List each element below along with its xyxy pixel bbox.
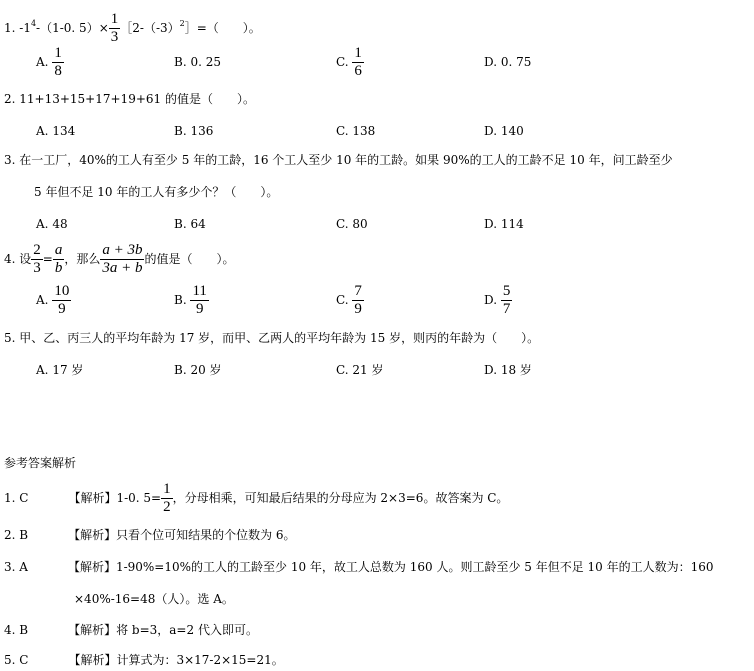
q1-option-d: D. 0. 75 bbox=[484, 55, 532, 69]
q1-option-c: C. $\frac{1}{6}$ bbox=[336, 45, 362, 79]
q1-option-a: A. $\frac{1}{8}$ bbox=[36, 45, 62, 79]
q2-option-c: C. 138 bbox=[336, 124, 376, 138]
q5-option-b: B. 20 岁 bbox=[174, 363, 222, 377]
answer-4: 4. B 【解析】将 b=3，a=2 代入即可。 bbox=[4, 623, 258, 637]
question-3-stem-line1: 3. 在一工厂，40%的工人有至少 5 年的工龄，16 个工人至少 10 年的工龄。如果 90%的工人的工龄不足 10 年，问工龄至少 bbox=[4, 153, 673, 167]
q3-option-a: A. 48 bbox=[36, 217, 68, 231]
q5-option-c: C. 21 岁 bbox=[336, 363, 384, 377]
q1-mid: -（1-0. 5）× bbox=[36, 21, 109, 35]
question-4-stem: 4. 设 $\frac{2}{3}$ = $\frac{a}{b}$ ，那么 $\frac{a + 3b}{3a + b}$ 的值是（ ）。 bbox=[4, 242, 235, 276]
answer-5: 5. C 【解析】计算式为：3×17-2×15=21。 bbox=[4, 653, 284, 667]
q2-option-d: D. 140 bbox=[484, 124, 524, 138]
q3-option-b: B. 64 bbox=[174, 217, 206, 231]
q2-option-a: A. 134 bbox=[36, 124, 76, 138]
q4-option-d: D. $\frac{5}{7}$ bbox=[484, 283, 511, 317]
q4-fraction-expression: $\frac{a + 3b}{3a + b}$ bbox=[102, 242, 143, 276]
q5-option-a: A. 17 岁 bbox=[36, 363, 84, 377]
q5-option-d: D. 18 岁 bbox=[484, 363, 532, 377]
question-2-stem: 2. 11+13+15+17+19+61 的值是（ ）。 bbox=[4, 92, 255, 106]
question-1-stem bbox=[4, 11, 261, 46]
answer-1: 1. C 【解析】1-0. 5= $\frac{1}{2}$ ，分母相乘，可知最后结果的分母应为 2×3=6。故答案为 C。 bbox=[4, 481, 509, 515]
q4-fraction-a-b: $\frac{a}{b}$ bbox=[54, 242, 63, 276]
answer-3: 3. A 【解析】1-90%=10%的工人的工龄至少 10 年，故工人总数为 160 人。则工龄至少 5 年但不足 10 年的工人数为：160 bbox=[4, 560, 714, 574]
q1-prefix: 1. -1 bbox=[4, 21, 31, 35]
question-5-stem: 5. 甲、乙、丙三人的平均年龄为 17 岁，而甲、乙两人的平均年龄为 15 岁，则丙的年龄为（ ）。 bbox=[4, 331, 540, 345]
q1-exponent2: 2 bbox=[179, 19, 185, 28]
q1-option-b: B. 0. 25 bbox=[174, 55, 222, 69]
q1-exponent: 4 bbox=[30, 19, 37, 28]
q3-option-c: C. 80 bbox=[336, 217, 368, 231]
answer-1-fraction: $\frac{1}{2}$ bbox=[163, 481, 171, 515]
q1-mid2: ［2-（-3） bbox=[120, 21, 180, 35]
q1-tail: ］=（ ）。 bbox=[184, 21, 261, 35]
q3-option-d: D. 114 bbox=[484, 217, 524, 231]
question-3-stem-line2: 5 年但不足 10 年的工人有多少个？（ ）。 bbox=[34, 185, 279, 199]
answer-2: 2. B 【解析】只看个位可知结果的个位数为 6。 bbox=[4, 528, 296, 542]
q4-option-c: C. $\frac{7}{9}$ bbox=[336, 283, 362, 317]
answers-title: 参考答案解析 bbox=[4, 456, 77, 470]
q2-option-b: B. 136 bbox=[174, 124, 214, 138]
q4-option-a: A. $\frac{10}{9}$ bbox=[36, 283, 70, 317]
q4-fraction-2-3: $\frac{2}{3}$ bbox=[33, 242, 41, 276]
q1-fraction: $\frac{1}{3}$ bbox=[110, 11, 119, 45]
q4-option-b: B. $\frac{11}{9}$ bbox=[174, 283, 207, 317]
answer-3-line2: ×40%-16=48（人）。选 A。 bbox=[74, 592, 234, 606]
